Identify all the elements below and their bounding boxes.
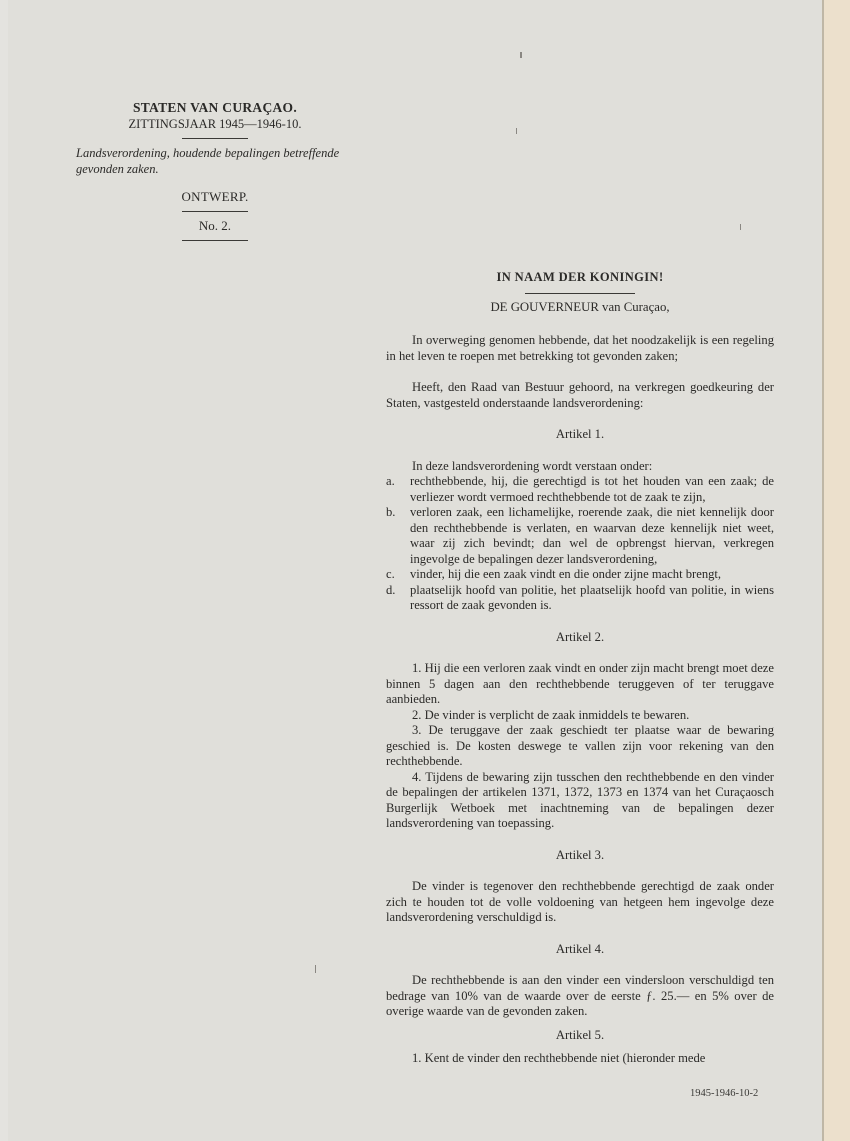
article-3-text: De vinder is tegenover den rechthebbende gerechtigd de zaak onder zich te houden tot de volle voldoening van hetgeen hem ingevolge deze landsverordening verschuldigd is. (386, 879, 774, 924)
divider (182, 240, 248, 241)
article-2-paragraph: 2. De vinder is verplicht de zaak inmiddels te bewaren. (412, 707, 690, 722)
scan-speck (315, 965, 316, 973)
article-3-title: Artikel 3. (555, 847, 605, 862)
article-4-text: De rechthebbende is aan den vinder een vindersloon verschuldigd ten bedrage van 10% van de waarde over de eerste ƒ. 25.— en 5% over de overige waarde van de gevonden zaken. (386, 973, 774, 1018)
article-2-paragraph: 1. Hij die een verloren zaak vindt en onder zijn macht brengt moet deze binnen 5 dagen aan den rechthebbende teruggeven of ter teruggave aanbieden. (386, 661, 774, 706)
article-2-paragraph: 3. De teruggave der zaak geschiedt ter plaatse waar de bewaring geschied is. De kosten deswege te vallen zijn voor rekening van den rechthebbende. (386, 723, 774, 768)
item-label: a. (386, 474, 395, 488)
article-4-title: Artikel 4. (555, 941, 605, 956)
article-2-title: Artikel 2. (555, 629, 605, 644)
item-text: plaatselijk hoofd van politie, het plaatselijk hoofd van politie, in wiens ressort de zaak gevonden is. (410, 582, 774, 612)
body-column (386, 270, 774, 1067)
draft-number: No. 2. (198, 218, 232, 233)
article-5-text: 1. Kent de vinder den rechthebbende niet (hieronder mede (412, 1051, 706, 1065)
header-block (70, 100, 360, 247)
article-1-intro: In deze landsverordening wordt verstaan onder: (412, 458, 653, 473)
item-label: b. (386, 505, 396, 519)
item-label: c. (386, 567, 395, 581)
article-2-paragraph: 4. Tijdens de bewaring zijn tusschen den rechthebbende en den vinder de bepalingen der artikelen 1371, 1372, 1373 en 1374 van het Curaçaosch Burgerlijk Wetboek met inachtneming van de bepalingen dezer landsverordening van toepassing. (386, 769, 774, 830)
divider (182, 138, 248, 139)
divider (182, 211, 248, 212)
divider (525, 293, 635, 294)
enactment-paragraph: Heeft, den Raad van Bestuur gehoord, na verkregen goedkeuring der Staten, vastgesteld onderstaande landsverordening: (386, 380, 774, 410)
page-reference: 1945-1946-10-2 (690, 1088, 759, 1099)
item-label: d. (386, 582, 396, 597)
scan-speck (516, 128, 517, 134)
scan-speck (520, 52, 522, 58)
document-subject: Landsverordening, houdende bepalingen betreffende gevonden zaken. (76, 146, 340, 176)
document-title: STATEN VAN CURAÇAO. (132, 100, 298, 115)
governor-line: DE GOUVERNEUR van Curaçao, (490, 299, 670, 314)
definition-item (386, 583, 774, 614)
item-text: verloren zaak, een lichamelijke, roerende zaak, die niet kennelijk door den rechthebbende is verlaten, en waarvan deze kennelijk niet weet, waar zij zich bevindt; dan wel de opbrengst hiervan, verkregen ingevolge de bepalingen dezer landsverordening, (410, 505, 774, 566)
page-edge (822, 0, 850, 1141)
definition-item (386, 505, 774, 567)
preamble-heading: IN NAAM DER KONINGIN! (496, 270, 664, 284)
article-5-title: Artikel 5. (555, 1027, 605, 1042)
definition-item (386, 474, 774, 505)
item-text: rechthebbende, hij, die gerechtigd is tot het houden van een zaak; de verliezer wordt vermoed rechthebbende tot de zaak te zijn, (410, 474, 774, 504)
draft-label: ONTWERP. (181, 189, 249, 204)
definition-item (386, 567, 774, 583)
session-year: ZITTINGSJAAR 1945—1946-10. (128, 117, 302, 131)
scan-speck (740, 224, 741, 230)
consideration-paragraph: In overweging genomen hebbende, dat het noodzakelijk is een regeling in het leven te roepen met betrekking tot gevonden zaken; (386, 333, 774, 363)
article-1-title: Artikel 1. (555, 427, 605, 441)
item-text: vinder, hij die een zaak vindt en die onder zijne macht brengt, (410, 567, 722, 581)
